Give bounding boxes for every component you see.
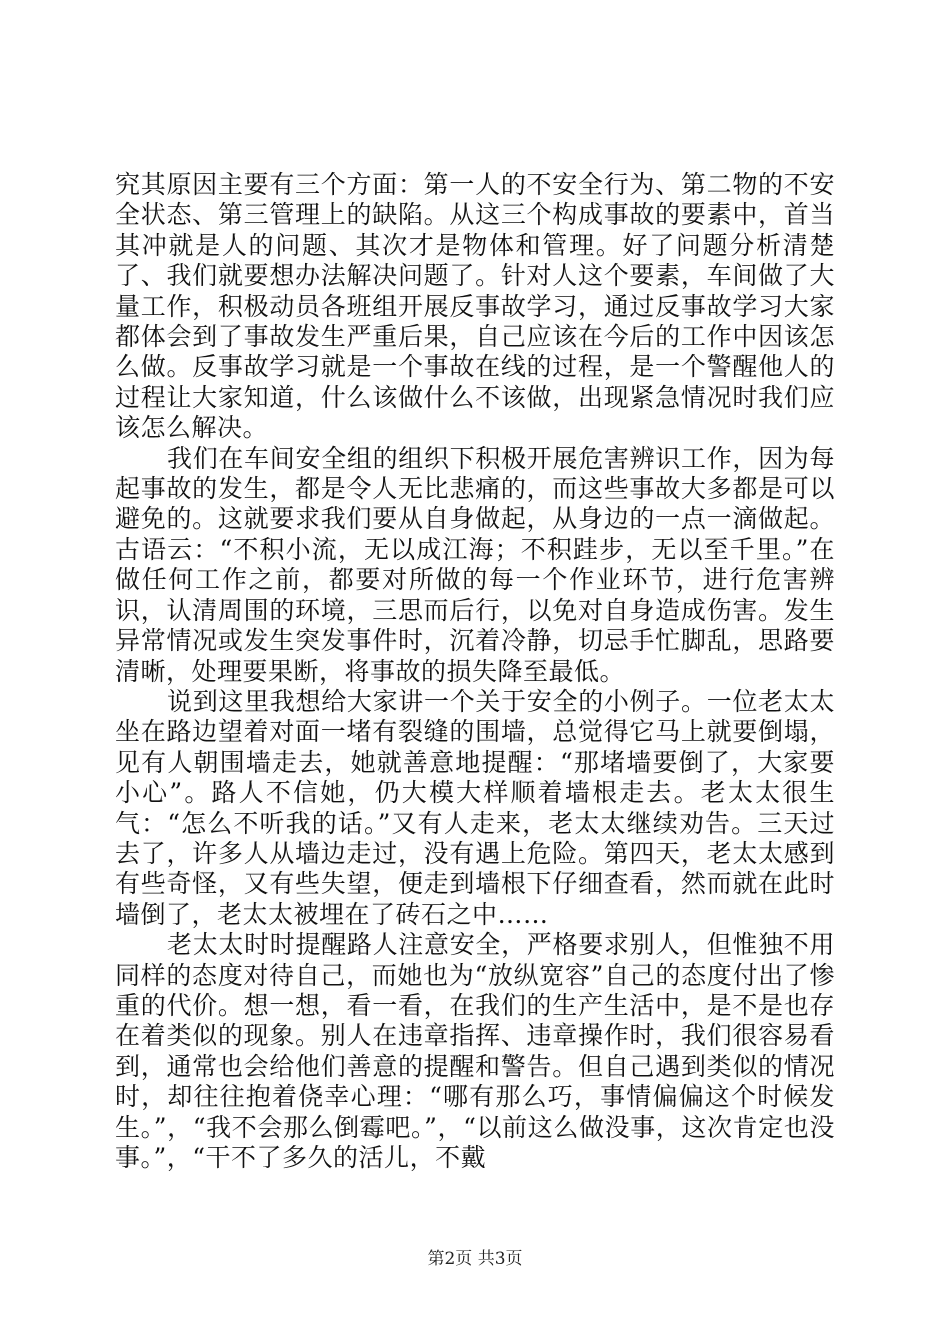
document-body: [115, 170, 835, 1173]
paragraph-2: 我们在车间安全组的组织下积极开展危害辨识工作，因为每起事故的发生，都是令人无比悲痛的，而这些事故大多都是可以避免的。这就要求我们要从自身做起，从身边的一点一滴做起。古语云：“不积小流，无以成江海；不积跬步，无以至千里。”在做任何工作之前，都要对所做的每一个作业环节，进行危害辨识，认清周围的环境，三思而后行，以免对自身造成伤害。发生异常情况或发生突发事件时，沉着冷静，切忌手忙脚乱，思路要清晰，处理要果断，将事故的损失降至最低。: [115, 443, 835, 686]
page-number-footer: 第2页 共3页: [427, 1249, 523, 1269]
paragraph-1: 究其原因主要有三个方面：第一人的不安全行为、第二物的不安全状态、第三管理上的缺陷。从这三个构成事故的要素中，首当其冲就是人的问题、其次才是物体和管理。好了问题分析清楚了、我们就要想办法解决问题了。针对人这个要素，车间做了大量工作，积极动员各班组开展反事故学习，通过反事故学习大家都体会到了事故发生严重后果，自己应该在今后的工作中因该怎么做。反事故学习就是一个事故在线的过程，是一个警醒他人的过程让大家知道，什么该做什么不该做，出现紧急情况时我们应该怎么解决。: [115, 170, 835, 443]
paragraph-4: 老太太时时提醒路人注意安全，严格要求别人，但惟独不用同样的态度对待自己，而她也为“放纵宽容”自己的态度付出了惨重的代价。想一想，看一看，在我们的生产生活中，是不是也存在着类似的现象。别人在违章指挥、违章操作时，我们很容易看到，通常也会给他们善意的提醒和警告。但自己遇到类似的情况时，却往往抱着侥幸心理：“哪有那么巧，事情偏偏这个时候发生。”，“我不会那么倒霉吧。”，“以前这么做没事，这次肯定也没事。”，“干不了多久的活儿，不戴: [115, 930, 835, 1172]
paragraph-3: 说到这里我想给大家讲一个关于安全的小例子。一位老太太坐在路边望着对面一堵有裂缝的围墙，总觉得它马上就要倒塌，见有人朝围墙走去，她就善意地提醒：“那堵墙要倒了，大家要小心”。路人不信她，仍大模大样顺着墙根走去。老太太很生气：“怎么不听我的话。”又有人走来，老太太继续劝告。三天过去了，许多人从墙边走过，没有遇上危险。第四天，老太太感到有些奇怪，又有些失望，便走到墙根下仔细查看，然而就在此时墙倒了，老太太被埋在了砖石之中……: [115, 686, 835, 929]
